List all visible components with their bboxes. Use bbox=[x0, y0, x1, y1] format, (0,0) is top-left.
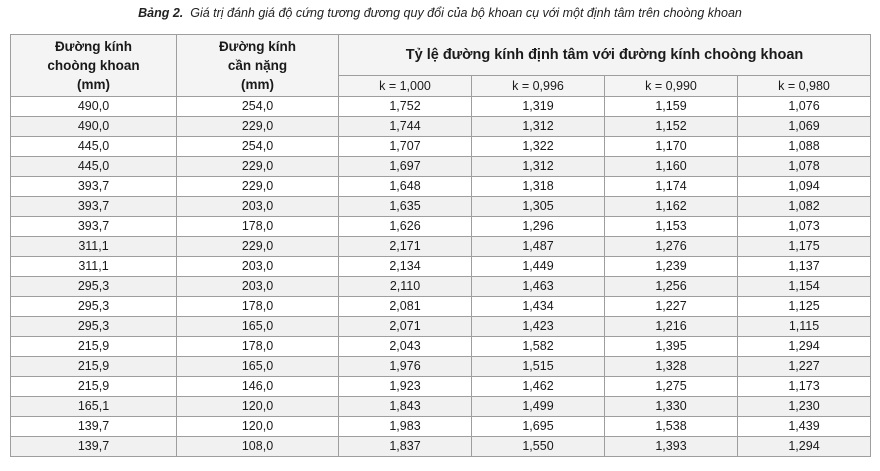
k0990-cell: 1,275 bbox=[605, 377, 738, 397]
table-row bbox=[11, 137, 871, 157]
k0990-cell: 1,159 bbox=[605, 97, 738, 117]
collar-diameter-cell: 254,0 bbox=[177, 137, 339, 157]
bit-diameter-cell: 215,9 bbox=[11, 357, 177, 377]
k1000-cell: 2,071 bbox=[339, 317, 472, 337]
header-line: cần nặng bbox=[227, 58, 288, 73]
k0980-cell: 1,082 bbox=[738, 197, 871, 217]
k0996-cell: 1,695 bbox=[472, 417, 605, 437]
header-bit-diameter bbox=[11, 35, 177, 97]
k1000-cell: 1,837 bbox=[339, 437, 472, 457]
table-row bbox=[11, 217, 871, 237]
k1000-cell: 1,976 bbox=[339, 357, 472, 377]
k0996-cell: 1,312 bbox=[472, 117, 605, 137]
k0996-cell: 1,449 bbox=[472, 257, 605, 277]
table-row bbox=[11, 257, 871, 277]
k0990-cell: 1,216 bbox=[605, 317, 738, 337]
k1000-cell: 2,134 bbox=[339, 257, 472, 277]
k0980-cell: 1,230 bbox=[738, 397, 871, 417]
collar-diameter-cell: 120,0 bbox=[177, 397, 339, 417]
k0990-cell: 1,393 bbox=[605, 437, 738, 457]
k0990-cell: 1,152 bbox=[605, 117, 738, 137]
k0980-cell: 1,173 bbox=[738, 377, 871, 397]
table-row bbox=[11, 417, 871, 437]
k0980-cell: 1,294 bbox=[738, 437, 871, 457]
k1000-cell: 1,648 bbox=[339, 177, 472, 197]
bit-diameter-cell: 311,1 bbox=[11, 237, 177, 257]
k1000-cell: 1,707 bbox=[339, 137, 472, 157]
bit-diameter-cell: 311,1 bbox=[11, 257, 177, 277]
k1000-cell: 2,043 bbox=[339, 337, 472, 357]
header-ratio-group: Tỷ lệ đường kính định tâm với đường kính choòng khoan bbox=[339, 35, 871, 76]
collar-diameter-cell: 203,0 bbox=[177, 277, 339, 297]
bit-diameter-cell: 295,3 bbox=[11, 297, 177, 317]
table-row bbox=[11, 437, 871, 457]
header-line: Đường kính bbox=[218, 39, 297, 54]
bit-diameter-cell: 139,7 bbox=[11, 417, 177, 437]
collar-diameter-cell: 178,0 bbox=[177, 337, 339, 357]
table-row bbox=[11, 357, 871, 377]
bit-diameter-cell: 445,0 bbox=[11, 157, 177, 177]
bit-diameter-cell: 490,0 bbox=[11, 117, 177, 137]
table-caption bbox=[0, 6, 880, 20]
k0980-cell: 1,078 bbox=[738, 157, 871, 177]
caption-text: Giá trị đánh giá độ cứng tương đương quy đổi của bộ khoan cụ với một định tâm trên choòng khoan bbox=[190, 6, 742, 20]
header-k-0990: k = 0,990 bbox=[605, 76, 738, 97]
k0996-cell: 1,462 bbox=[472, 377, 605, 397]
bit-diameter-cell: 490,0 bbox=[11, 97, 177, 117]
k0990-cell: 1,227 bbox=[605, 297, 738, 317]
table-row bbox=[11, 97, 871, 117]
k0980-cell: 1,115 bbox=[738, 317, 871, 337]
k1000-cell: 2,081 bbox=[339, 297, 472, 317]
table-row bbox=[11, 277, 871, 297]
header-line: (mm) bbox=[241, 77, 274, 92]
k0990-cell: 1,162 bbox=[605, 197, 738, 217]
collar-diameter-cell: 178,0 bbox=[177, 297, 339, 317]
k0996-cell: 1,582 bbox=[472, 337, 605, 357]
k0990-cell: 1,328 bbox=[605, 357, 738, 377]
k0980-cell: 1,125 bbox=[738, 297, 871, 317]
k1000-cell: 2,110 bbox=[339, 277, 472, 297]
k1000-cell: 1,923 bbox=[339, 377, 472, 397]
k0996-cell: 1,434 bbox=[472, 297, 605, 317]
bit-diameter-cell: 393,7 bbox=[11, 217, 177, 237]
k0980-cell: 1,137 bbox=[738, 257, 871, 277]
table-row bbox=[11, 377, 871, 397]
collar-diameter-cell: 108,0 bbox=[177, 437, 339, 457]
k0980-cell: 1,227 bbox=[738, 357, 871, 377]
k0980-cell: 1,154 bbox=[738, 277, 871, 297]
collar-diameter-cell: 203,0 bbox=[177, 257, 339, 277]
header-k-0996: k = 0,996 bbox=[472, 76, 605, 97]
bit-diameter-cell: 445,0 bbox=[11, 137, 177, 157]
k0996-cell: 1,319 bbox=[472, 97, 605, 117]
collar-diameter-cell: 165,0 bbox=[177, 357, 339, 377]
k0980-cell: 1,094 bbox=[738, 177, 871, 197]
k1000-cell: 1,983 bbox=[339, 417, 472, 437]
k0990-cell: 1,395 bbox=[605, 337, 738, 357]
k1000-cell: 1,697 bbox=[339, 157, 472, 177]
k0980-cell: 1,175 bbox=[738, 237, 871, 257]
k0990-cell: 1,239 bbox=[605, 257, 738, 277]
k0980-cell: 1,439 bbox=[738, 417, 871, 437]
table-row bbox=[11, 397, 871, 417]
k0996-cell: 1,305 bbox=[472, 197, 605, 217]
k0980-cell: 1,069 bbox=[738, 117, 871, 137]
table-row bbox=[11, 237, 871, 257]
table-row bbox=[11, 177, 871, 197]
k0980-cell: 1,088 bbox=[738, 137, 871, 157]
collar-diameter-cell: 178,0 bbox=[177, 217, 339, 237]
k0996-cell: 1,423 bbox=[472, 317, 605, 337]
header-line: Đường kính bbox=[54, 39, 133, 54]
table-body bbox=[11, 97, 871, 457]
k0990-cell: 1,276 bbox=[605, 237, 738, 257]
collar-diameter-cell: 229,0 bbox=[177, 177, 339, 197]
k1000-cell: 1,744 bbox=[339, 117, 472, 137]
collar-diameter-cell: 229,0 bbox=[177, 237, 339, 257]
bit-diameter-cell: 393,7 bbox=[11, 177, 177, 197]
bit-diameter-cell: 393,7 bbox=[11, 197, 177, 217]
header-line: (mm) bbox=[77, 77, 110, 92]
collar-diameter-cell: 229,0 bbox=[177, 117, 339, 137]
k0996-cell: 1,487 bbox=[472, 237, 605, 257]
k0996-cell: 1,322 bbox=[472, 137, 605, 157]
table-row bbox=[11, 117, 871, 137]
k0990-cell: 1,330 bbox=[605, 397, 738, 417]
collar-diameter-cell: 165,0 bbox=[177, 317, 339, 337]
k0990-cell: 1,174 bbox=[605, 177, 738, 197]
k1000-cell: 1,635 bbox=[339, 197, 472, 217]
k1000-cell: 1,626 bbox=[339, 217, 472, 237]
k0990-cell: 1,153 bbox=[605, 217, 738, 237]
header-line: choòng khoan bbox=[47, 58, 140, 73]
k0980-cell: 1,073 bbox=[738, 217, 871, 237]
k1000-cell: 2,171 bbox=[339, 237, 472, 257]
k1000-cell: 1,843 bbox=[339, 397, 472, 417]
bit-diameter-cell: 215,9 bbox=[11, 337, 177, 357]
bit-diameter-cell: 139,7 bbox=[11, 437, 177, 457]
bit-diameter-cell: 165,1 bbox=[11, 397, 177, 417]
header-k-1000: k = 1,000 bbox=[339, 76, 472, 97]
header-collar-diameter bbox=[177, 35, 339, 97]
collar-diameter-cell: 229,0 bbox=[177, 157, 339, 177]
k0996-cell: 1,550 bbox=[472, 437, 605, 457]
stiffness-table bbox=[10, 34, 871, 457]
k0996-cell: 1,515 bbox=[472, 357, 605, 377]
k0990-cell: 1,170 bbox=[605, 137, 738, 157]
k0980-cell: 1,076 bbox=[738, 97, 871, 117]
collar-diameter-cell: 254,0 bbox=[177, 97, 339, 117]
k1000-cell: 1,752 bbox=[339, 97, 472, 117]
collar-diameter-cell: 203,0 bbox=[177, 197, 339, 217]
table-row bbox=[11, 297, 871, 317]
bit-diameter-cell: 215,9 bbox=[11, 377, 177, 397]
table-row bbox=[11, 337, 871, 357]
k0990-cell: 1,256 bbox=[605, 277, 738, 297]
k0990-cell: 1,538 bbox=[605, 417, 738, 437]
k0996-cell: 1,499 bbox=[472, 397, 605, 417]
k0996-cell: 1,312 bbox=[472, 157, 605, 177]
bit-diameter-cell: 295,3 bbox=[11, 277, 177, 297]
k0990-cell: 1,160 bbox=[605, 157, 738, 177]
collar-diameter-cell: 120,0 bbox=[177, 417, 339, 437]
k0980-cell: 1,294 bbox=[738, 337, 871, 357]
collar-diameter-cell: 146,0 bbox=[177, 377, 339, 397]
table-row bbox=[11, 197, 871, 217]
k0996-cell: 1,463 bbox=[472, 277, 605, 297]
table-row bbox=[11, 317, 871, 337]
caption-label: Bảng 2. bbox=[138, 6, 184, 20]
k0996-cell: 1,318 bbox=[472, 177, 605, 197]
header-k-0980: k = 0,980 bbox=[738, 76, 871, 97]
bit-diameter-cell: 295,3 bbox=[11, 317, 177, 337]
k0996-cell: 1,296 bbox=[472, 217, 605, 237]
table-row bbox=[11, 157, 871, 177]
